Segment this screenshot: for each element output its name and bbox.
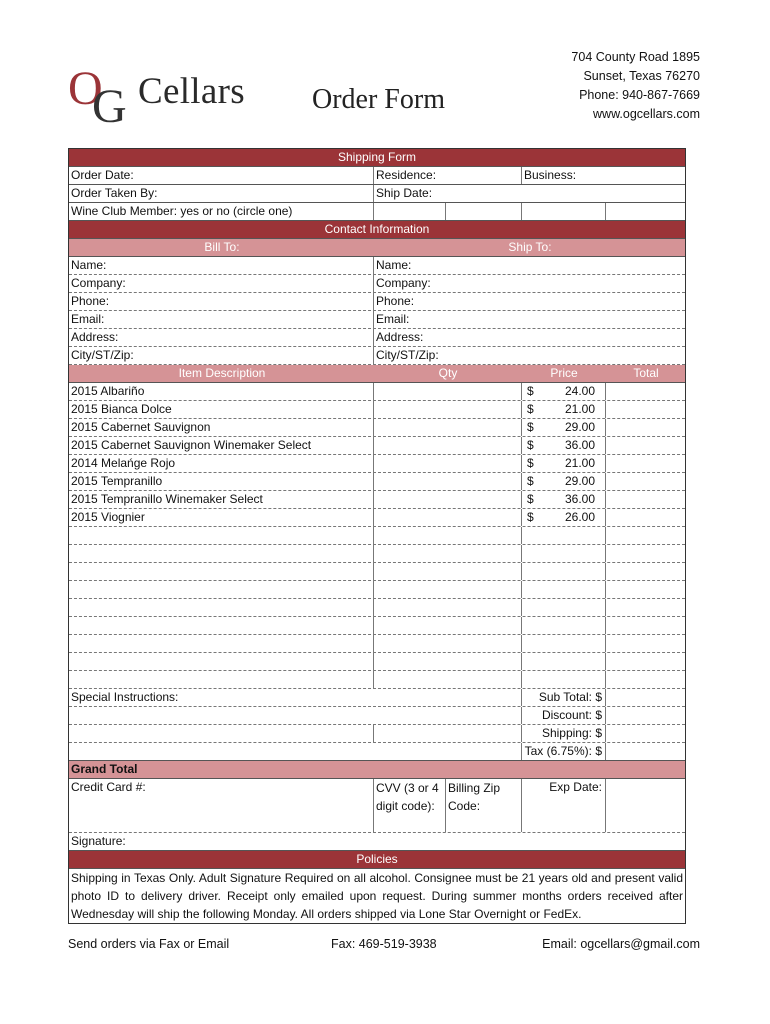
item-price bbox=[521, 545, 605, 562]
item-row bbox=[69, 617, 685, 635]
contact-row bbox=[69, 347, 685, 365]
item-total-field[interactable] bbox=[605, 509, 685, 526]
item-qty-field[interactable] bbox=[373, 455, 521, 472]
page-title: Order Form bbox=[312, 84, 445, 115]
item-qty-field[interactable] bbox=[373, 437, 521, 454]
item-total-field[interactable] bbox=[605, 491, 685, 508]
item-total-field[interactable] bbox=[605, 419, 685, 436]
item-qty-field[interactable] bbox=[373, 581, 521, 598]
billing-zip-field[interactable] bbox=[445, 779, 521, 832]
item-qty-field[interactable] bbox=[373, 617, 521, 634]
signature-field[interactable]: Signature: bbox=[71, 834, 126, 848]
item-price bbox=[521, 599, 605, 616]
item-description bbox=[69, 617, 373, 634]
item-total-field[interactable] bbox=[605, 437, 685, 454]
cvv-label: digit code): bbox=[376, 799, 435, 813]
item-description: 2015 Bianca Dolce bbox=[71, 402, 172, 416]
items-header bbox=[69, 365, 685, 383]
empty-cell bbox=[605, 203, 685, 220]
item-total-field[interactable] bbox=[605, 545, 685, 562]
currency-symbol: $ bbox=[527, 474, 534, 488]
empty-cell bbox=[373, 725, 521, 742]
empty-cell bbox=[521, 203, 605, 220]
item-row bbox=[69, 437, 685, 455]
item-row bbox=[69, 455, 685, 473]
contact-row bbox=[69, 311, 685, 329]
item-row bbox=[69, 671, 685, 689]
item-price bbox=[521, 617, 605, 634]
item-total-field[interactable] bbox=[605, 653, 685, 670]
ship-to-field[interactable]: City/ST/Zip: bbox=[373, 347, 685, 364]
item-row bbox=[69, 581, 685, 599]
address-line: 704 County Road 1895 bbox=[571, 50, 700, 64]
footer-fax: Fax: 469-519-3938 bbox=[331, 937, 437, 951]
item-qty-field[interactable] bbox=[373, 527, 521, 544]
item-total-field[interactable] bbox=[605, 401, 685, 418]
item-qty-field[interactable] bbox=[373, 599, 521, 616]
empty-cell bbox=[373, 203, 445, 220]
ship-to-field[interactable]: Phone: bbox=[373, 293, 685, 310]
price-value: 36.00 bbox=[564, 438, 595, 452]
item-price bbox=[521, 491, 605, 508]
item-price bbox=[521, 455, 605, 472]
item-description bbox=[69, 599, 373, 616]
cvv-label: CVV (3 or 4 bbox=[376, 781, 439, 795]
svg-text:G: G bbox=[92, 80, 127, 124]
item-price bbox=[521, 581, 605, 598]
contact-row bbox=[69, 293, 685, 311]
section-title: Shipping Form bbox=[337, 150, 417, 164]
contact-info-header bbox=[69, 221, 685, 239]
special-instructions-line[interactable] bbox=[69, 707, 521, 724]
bill-to-field[interactable]: Address: bbox=[71, 330, 119, 344]
discount-field[interactable] bbox=[605, 707, 685, 724]
shipping-form-header bbox=[69, 149, 685, 167]
item-description: 2014 Melańge Rojo bbox=[71, 456, 176, 470]
item-row bbox=[69, 491, 685, 509]
payment-row bbox=[69, 779, 685, 833]
totals-row-shipping bbox=[69, 725, 685, 743]
currency-symbol: $ bbox=[527, 456, 534, 470]
footer-email[interactable]: Email: ogcellars@gmail.com bbox=[542, 937, 700, 951]
item-qty-field[interactable] bbox=[373, 545, 521, 562]
item-description: 2015 Albariño bbox=[71, 384, 145, 398]
tax-field[interactable] bbox=[605, 743, 685, 760]
shipping-row-3 bbox=[69, 203, 685, 221]
item-price bbox=[521, 401, 605, 418]
item-qty-field[interactable] bbox=[373, 509, 521, 526]
item-total-field[interactable] bbox=[605, 455, 685, 472]
item-qty-field[interactable] bbox=[373, 563, 521, 580]
item-description bbox=[69, 527, 373, 544]
item-row bbox=[69, 545, 685, 563]
item-total-field[interactable] bbox=[605, 599, 685, 616]
exp-date-input[interactable] bbox=[605, 779, 685, 832]
item-row bbox=[69, 419, 685, 437]
totals-row-subtotal bbox=[69, 689, 685, 707]
exp-date-field[interactable]: Exp Date: bbox=[521, 779, 605, 832]
item-qty-field[interactable] bbox=[373, 401, 521, 418]
item-qty-field[interactable] bbox=[373, 473, 521, 490]
price-value: 21.00 bbox=[564, 402, 595, 416]
shipping-row-1 bbox=[69, 167, 685, 185]
order-date-field[interactable]: Order Date: bbox=[71, 168, 134, 182]
currency-symbol: $ bbox=[527, 510, 534, 524]
item-row bbox=[69, 509, 685, 527]
item-qty-field[interactable] bbox=[373, 671, 521, 688]
item-total-field[interactable] bbox=[605, 563, 685, 580]
ship-date-field[interactable]: Ship Date: bbox=[373, 185, 685, 202]
ship-to-field[interactable]: Address: bbox=[373, 329, 685, 346]
ship-to-field[interactable]: Name: bbox=[373, 257, 685, 274]
contact-row bbox=[69, 329, 685, 347]
item-price bbox=[521, 509, 605, 526]
price-value: 21.00 bbox=[564, 456, 595, 470]
item-total-field[interactable] bbox=[605, 527, 685, 544]
svg-text:O: O bbox=[68, 62, 103, 115]
item-row bbox=[69, 473, 685, 491]
item-qty-field[interactable] bbox=[373, 419, 521, 436]
brand-name: Cellars bbox=[138, 71, 245, 112]
item-row bbox=[69, 635, 685, 653]
grand-total-row bbox=[69, 761, 685, 779]
shipping-label: Shipping: $ bbox=[521, 725, 605, 742]
item-description bbox=[69, 545, 373, 562]
contact-rows bbox=[69, 257, 685, 365]
item-price bbox=[521, 671, 605, 688]
item-description bbox=[69, 563, 373, 580]
currency-symbol: $ bbox=[527, 402, 534, 416]
item-description bbox=[69, 581, 373, 598]
item-qty-field[interactable] bbox=[373, 653, 521, 670]
bill-to-label: Bill To: bbox=[204, 240, 240, 254]
order-taken-by-field[interactable]: Order Taken By: bbox=[71, 186, 158, 200]
bill-to-field[interactable]: City/ST/Zip: bbox=[71, 348, 134, 362]
grand-total-label: Grand Total bbox=[71, 762, 138, 776]
col-price: Price bbox=[550, 366, 578, 380]
residence-field[interactable]: Residence: bbox=[373, 167, 521, 184]
item-description: 2015 Cabernet Sauvignon bbox=[71, 420, 211, 434]
item-description bbox=[69, 671, 373, 688]
bill-ship-header bbox=[69, 239, 685, 257]
item-total-field[interactable] bbox=[605, 671, 685, 688]
item-total-field[interactable] bbox=[605, 635, 685, 652]
item-description: 2015 Viognier bbox=[71, 510, 145, 524]
empty-cell bbox=[445, 203, 521, 220]
price-value: 29.00 bbox=[564, 474, 595, 488]
item-qty-field[interactable] bbox=[373, 383, 521, 400]
billing-zip-label: Code: bbox=[448, 799, 481, 813]
totals-row-discount bbox=[69, 707, 685, 725]
tax-label: Tax (6.75%): $ bbox=[521, 743, 605, 760]
cvv-field[interactable] bbox=[373, 779, 445, 832]
item-total-field[interactable] bbox=[605, 473, 685, 490]
order-form bbox=[68, 148, 686, 924]
subtotal-field[interactable] bbox=[605, 689, 685, 706]
subtotal-label: Sub Total: $ bbox=[521, 689, 605, 706]
policies-text: Shipping in Texas Only. Adult Signature Required on all alcohol. Consignee must be 21 years old and present valid photo ID to delivery driver. Receipt only emailed upon request. During summer months orders received after Wednesday will ship the following Monday. All orders shipped via Lone Star Overnight or FedEx. bbox=[71, 871, 683, 921]
address-line: Sunset, Texas 76270 bbox=[583, 69, 700, 83]
col-item-description: Item Description bbox=[178, 366, 266, 380]
price-value: 36.00 bbox=[564, 492, 595, 506]
item-description: 2015 Cabernet Sauvignon Winemaker Select bbox=[71, 438, 312, 452]
ship-to-field[interactable]: Company: bbox=[373, 275, 685, 292]
item-row bbox=[69, 653, 685, 671]
item-row bbox=[69, 401, 685, 419]
col-total: Total bbox=[633, 366, 659, 380]
currency-symbol: $ bbox=[527, 438, 534, 452]
shipping-row-2 bbox=[69, 185, 685, 203]
currency-symbol: $ bbox=[527, 384, 534, 398]
item-description bbox=[69, 635, 373, 652]
item-price bbox=[521, 473, 605, 490]
item-row bbox=[69, 599, 685, 617]
item-row bbox=[69, 383, 685, 401]
item-price bbox=[521, 635, 605, 652]
business-field[interactable]: Business: bbox=[521, 167, 685, 184]
ship-to-label: Ship To: bbox=[508, 240, 552, 254]
currency-symbol: $ bbox=[527, 420, 534, 434]
og-monogram-icon bbox=[68, 62, 136, 124]
item-price bbox=[521, 383, 605, 400]
currency-symbol: $ bbox=[527, 492, 534, 506]
item-total-field[interactable] bbox=[605, 617, 685, 634]
wine-club-field[interactable]: Wine Club Member: yes or no (circle one) bbox=[71, 204, 293, 218]
item-price bbox=[521, 653, 605, 670]
bill-to-field[interactable]: Name: bbox=[71, 258, 107, 272]
price-value: 26.00 bbox=[564, 510, 595, 524]
signature-row bbox=[69, 833, 685, 851]
item-price bbox=[521, 437, 605, 454]
special-instructions-line[interactable] bbox=[69, 743, 521, 760]
company-address bbox=[571, 48, 700, 124]
special-instructions-line[interactable] bbox=[69, 725, 373, 742]
bill-to-field[interactable]: Email: bbox=[71, 312, 105, 326]
item-qty-field[interactable] bbox=[373, 635, 521, 652]
item-total-field[interactable] bbox=[605, 383, 685, 400]
shipping-field[interactable] bbox=[605, 725, 685, 742]
item-description bbox=[69, 653, 373, 670]
billing-zip-label: Billing Zip bbox=[448, 781, 501, 795]
address-phone: Phone: 940-867-7669 bbox=[579, 88, 700, 102]
item-price bbox=[521, 563, 605, 580]
item-description: 2015 Tempranillo bbox=[71, 474, 163, 488]
item-row bbox=[69, 527, 685, 545]
totals-row-tax bbox=[69, 743, 685, 761]
policies-header bbox=[69, 851, 685, 869]
contact-row bbox=[69, 275, 685, 293]
col-qty: Qty bbox=[438, 366, 458, 380]
price-value: 29.00 bbox=[564, 420, 595, 434]
item-row bbox=[69, 563, 685, 581]
item-total-field[interactable] bbox=[605, 581, 685, 598]
special-instructions-label: Special Instructions: bbox=[71, 690, 179, 704]
bill-to-field[interactable]: Company: bbox=[71, 276, 126, 290]
item-rows bbox=[69, 383, 685, 689]
item-price bbox=[521, 527, 605, 544]
discount-label: Discount: $ bbox=[521, 707, 605, 724]
bill-to-field[interactable]: Phone: bbox=[71, 294, 110, 308]
address-website[interactable]: www.ogcellars.com bbox=[593, 107, 700, 121]
item-description: 2015 Tempranillo Winemaker Select bbox=[71, 492, 263, 506]
item-qty-field[interactable] bbox=[373, 491, 521, 508]
credit-card-field[interactable]: Credit Card #: bbox=[71, 780, 146, 794]
section-title: Contact Information bbox=[324, 222, 430, 236]
ship-to-field[interactable]: Email: bbox=[373, 311, 685, 328]
section-title: Policies bbox=[356, 852, 398, 866]
item-price bbox=[521, 419, 605, 436]
contact-row bbox=[69, 257, 685, 275]
price-value: 24.00 bbox=[564, 384, 595, 398]
footer-send-orders: Send orders via Fax or Email bbox=[68, 937, 230, 951]
